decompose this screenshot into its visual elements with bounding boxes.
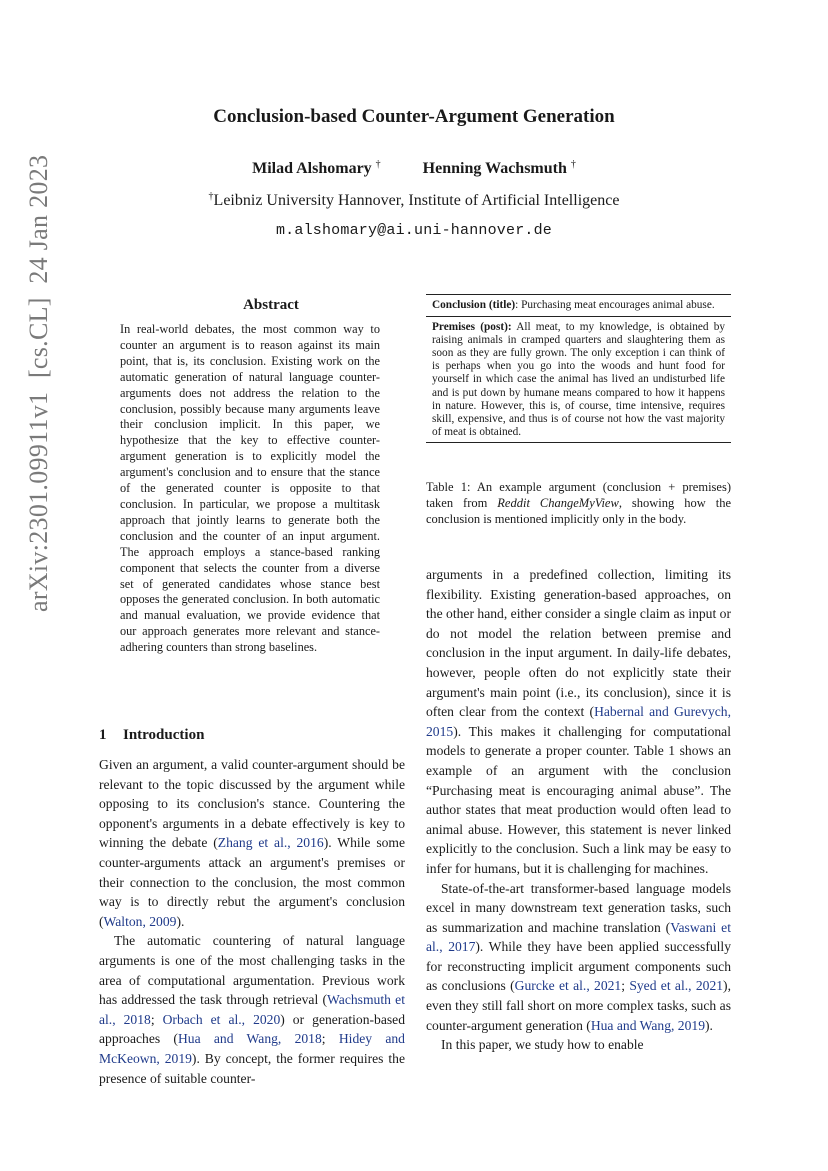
- citation-link[interactable]: Syed et al., 2021: [629, 978, 724, 994]
- citation-link[interactable]: Zhang et al., 2016: [217, 835, 324, 851]
- author-name: Henning Wachsmuth: [422, 160, 567, 177]
- caption-text: Table 1: An example argument (conclusion + premises) taken from: [426, 480, 731, 511]
- citation-link[interactable]: Hua and Wang, 2019: [590, 1017, 705, 1033]
- paper-title: Conclusion-based Counter-Argument Generation: [213, 106, 615, 127]
- table-rule: [426, 442, 731, 443]
- citation-link[interactable]: Hua and Wang, 2018: [177, 1031, 322, 1047]
- section-heading: [99, 727, 204, 744]
- text-run: Given an argument, a valid counter-argument should be relevant to the topic discussed by the argument while opposing to its conclusion's stance. Countering the opponent's arguments in a debate effectively is key to winning the debate (: [99, 757, 405, 851]
- citation-link[interactable]: Hidey and McKeown, 2019: [99, 1031, 405, 1066]
- text-run: arguments in a predefined collection, limiting its flexibility. Existing generation-based approaches, on the other hand, either consider a single claim as input or do not model the relation between premise and conclusion in the input argument. In daily-life debates, however, people often do not explicitly state their argument's main point (i.e., its conclusion), since it is often clear from the context (: [426, 567, 731, 720]
- text-run: ;: [621, 978, 630, 994]
- table-conclusion-cell: [426, 295, 731, 312]
- citation-link[interactable]: Gurcke et al., 2021: [514, 978, 622, 994]
- author-mark: †: [570, 159, 576, 170]
- table-1: [426, 294, 731, 443]
- arxiv-stamp-text: arXiv:2301.09911v1 [cs.CL] 24 Jan 2023: [24, 154, 53, 612]
- section-title: Introduction: [123, 727, 205, 743]
- text-run: In this paper, we study how to enable: [441, 1037, 644, 1053]
- affiliation: [0, 191, 828, 210]
- citation-link[interactable]: Vaswani et al., 2017: [426, 919, 731, 955]
- paragraph: [99, 931, 405, 1088]
- affiliation-text: Leibniz University Hannover, Institute of Artificial Intelligence: [213, 192, 620, 209]
- affiliation-mark: †: [208, 191, 214, 202]
- right-column-body: [426, 565, 731, 1055]
- text-run: State-of-the-art transformer-based language models excel in many downstream text generation tasks, such as summarization and machine translation (: [426, 880, 731, 935]
- abstract-heading: Abstract: [243, 297, 299, 313]
- author-list: [0, 159, 828, 178]
- table-conclusion-label: Conclusion (title): [432, 299, 516, 311]
- citation-link[interactable]: Orbach et al., 2020: [162, 1011, 281, 1027]
- paragraph: [426, 1035, 731, 1055]
- left-column-body: [99, 755, 405, 1088]
- table-premises-label: Premises (post):: [432, 321, 512, 334]
- author-name: Milad Alshomary: [252, 160, 372, 177]
- table-conclusion-text: : Purchasing meat encourages animal abuse.: [515, 299, 715, 311]
- paragraph: [426, 565, 731, 879]
- author-email: m.alshomary@ai.uni-hannover.de: [275, 222, 553, 239]
- table-caption: [426, 479, 731, 528]
- author-mark: †: [375, 159, 381, 170]
- text-run: ). While some counter-arguments attack an argument's premises or their connection to the conclusion, the most common way is to directly rebut the argument's conclusion (: [99, 835, 406, 929]
- text-run: ) or generation-based approaches (: [99, 1011, 405, 1047]
- text-run: ). This makes it challenging for computational models to generate a proper counter. Table 1 shows an example of an argument with the conclusion “Purchasing meat is encouraging animal abuse”. The author states that meat production would often lead to animal abuse. However, this statement is never linked explicitly to the conclusion. Such a link may be easy to infer for humans, but it is challenging for machines.: [426, 723, 731, 876]
- text-run: ), even they still fall short on more complex tasks, such as counter-argument generation (: [426, 978, 731, 1033]
- text-run: ;: [150, 1011, 163, 1027]
- text-run: ).: [705, 1017, 713, 1033]
- text-run: The automatic countering of natural language arguments is one of the most challenging tasks in the area of computational argumentation. Previous work has addressed the task through retrieval (: [99, 933, 405, 1008]
- caption-source: Reddit ChangeMyView: [497, 496, 619, 511]
- caption-text: , showing how the conclusion is mentioned implicitly only in the body.: [426, 496, 731, 527]
- text-run: ;: [321, 1031, 339, 1047]
- text-run: ). By concept, the former requires the presence of suitable counter-: [99, 1050, 406, 1086]
- citation-link[interactable]: Walton, 2009: [103, 913, 177, 929]
- text-run: ).: [176, 913, 185, 929]
- citation-link[interactable]: Habernal and Gurevych, 2015: [426, 704, 731, 739]
- paragraph: [426, 879, 731, 1036]
- citation-link[interactable]: Wachsmuth et al., 2018: [99, 992, 405, 1027]
- table-premises-cell: [426, 317, 731, 439]
- text-run: ). While they have been applied successfully for reconstructing implicit argument components such as conclusions (: [426, 939, 731, 994]
- section-number: 1: [99, 727, 107, 743]
- paragraph: [99, 755, 405, 931]
- table-premises-text: All meat, to my knowledge, is obtained by raising animals in cramped quarters and slaughtering them as soon as they are fully grown. The only exception i can think of is perhaps when you go into the woods and hunt food for yourself in which case the animal has lived an undisturbed life and is put down by humane means compared to how it happens in nature. However, this is, of course, time intensive, requires skill, expensive, and thus is of course not how the vast majority of meat is obtained.: [432, 321, 726, 438]
- abstract-body: In real-world debates, the most common way to counter an argument is to reason against its main point, that is, its conclusion. Existing work on the automatic generation of natural language counter-arguments does not address the relation to the conclusion, possibly because many arguments leave their conclusion implicit. In this paper, we hypothesize that the key to effective counter-argument generation is to explicitly model the argument's conclusion and to ensure that the stance of the generated counter is opposite to that conclusion. In particular, we propose a multitask approach that jointly learns to generate both the conclusion and the counter of an input argument. The approach employs a stance-based ranking component that selects the counter from a diverse set of generated candidates whose stance best opposes the generated conclusion. In both automatic and manual evaluation, we provide evidence that our approach generates more relevant and stance-adhering counters than strong baselines.: [120, 322, 380, 655]
